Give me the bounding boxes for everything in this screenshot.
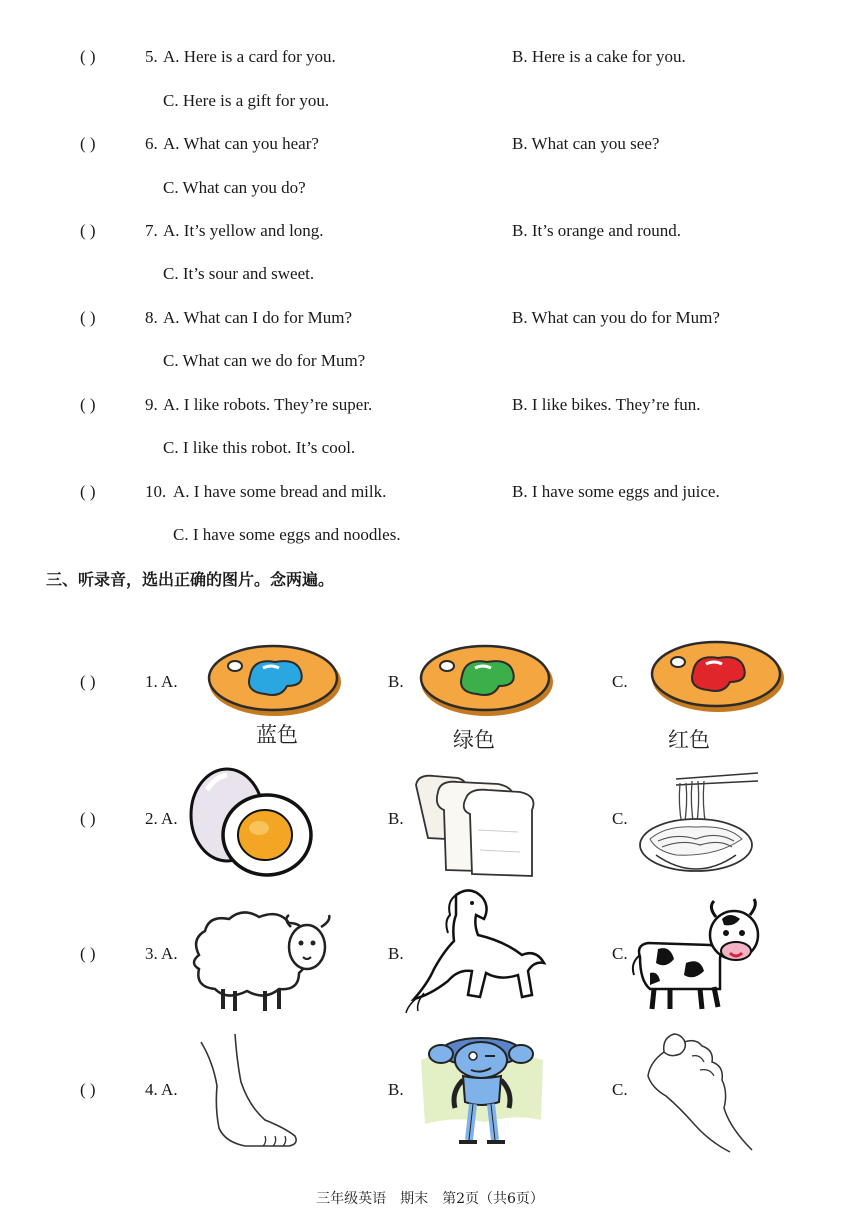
option-a: A. I have some bread and milk. xyxy=(173,482,387,501)
option-c: C. Here is a gift for you. xyxy=(163,91,330,110)
blue-palette-icon[interactable] xyxy=(205,640,345,720)
option-b: B. I have some eggs and juice. xyxy=(512,482,720,501)
monster-icon[interactable] xyxy=(415,1030,550,1150)
answer-blank[interactable]: ( ) xyxy=(80,944,96,963)
answer-blank[interactable]: ( ) xyxy=(80,134,96,153)
answer-blank[interactable]: ( ) xyxy=(80,809,96,828)
option-a: A. What can you hear? xyxy=(163,134,319,153)
question-number: 9. xyxy=(145,395,158,414)
question-number: 3. A. xyxy=(145,944,178,963)
noodles-icon[interactable] xyxy=(636,765,761,880)
option-c: C. What can you do? xyxy=(163,178,306,197)
option-b: B. What can you see? xyxy=(512,134,660,153)
green-palette-icon[interactable] xyxy=(417,640,557,720)
option-c-label: C. xyxy=(612,809,628,828)
option-b: B. I like bikes. They’re fun. xyxy=(512,395,701,414)
answer-blank[interactable]: ( ) xyxy=(80,672,96,691)
egg-icon[interactable] xyxy=(185,765,315,880)
question-number: 2. A. xyxy=(145,809,178,828)
question-number: 6. xyxy=(145,134,158,153)
option-b-label: B. xyxy=(388,809,404,828)
option-a: A. It’s yellow and long. xyxy=(163,221,324,240)
option-c-label: C. xyxy=(612,672,628,691)
caption-red: 红色 xyxy=(668,728,710,752)
option-a: A. Here is a card for you. xyxy=(163,47,336,66)
option-a: A. I like robots. They’re super. xyxy=(163,395,373,414)
red-palette-icon[interactable] xyxy=(648,636,788,716)
sheep-icon[interactable] xyxy=(187,905,337,1015)
option-b-label: B. xyxy=(388,944,404,963)
caption-green: 绿色 xyxy=(453,728,495,752)
option-c: C. I have some eggs and noodles. xyxy=(173,525,401,544)
question-number: 5. xyxy=(145,47,158,66)
option-c-label: C. xyxy=(612,944,628,963)
cow-icon[interactable] xyxy=(630,897,765,1017)
hand-icon[interactable] xyxy=(640,1032,765,1154)
option-b-label: B. xyxy=(388,672,404,691)
option-c: C. What can we do for Mum? xyxy=(163,351,366,370)
question-number: 7. xyxy=(145,221,158,240)
option-b-label: B. xyxy=(388,1080,404,1099)
page-footer: 三年级英语 期末 第2页（共6页） xyxy=(316,1191,544,1207)
question-number: 1. A. xyxy=(145,672,178,691)
bread-icon[interactable] xyxy=(408,770,543,880)
caption-blue: 蓝色 xyxy=(256,723,298,747)
question-number: 4. A. xyxy=(145,1080,178,1099)
horse-icon[interactable] xyxy=(404,885,549,1015)
option-b: B. What can you do for Mum? xyxy=(512,308,720,327)
answer-blank[interactable]: ( ) xyxy=(80,47,96,66)
answer-blank[interactable]: ( ) xyxy=(80,308,96,327)
foot-icon[interactable] xyxy=(195,1032,305,1152)
question-number: 8. xyxy=(145,308,158,327)
option-c: C. It’s sour and sweet. xyxy=(163,264,315,283)
option-c-label: C. xyxy=(612,1080,628,1099)
option-c: C. I like this robot. It’s cool. xyxy=(163,438,356,457)
answer-blank[interactable]: ( ) xyxy=(80,1080,96,1099)
option-a: A. What can I do for Mum? xyxy=(163,308,352,327)
answer-blank[interactable]: ( ) xyxy=(80,482,96,501)
question-number: 10. xyxy=(145,482,167,501)
option-b: B. Here is a cake for you. xyxy=(512,47,686,66)
answer-blank[interactable]: ( ) xyxy=(80,395,96,414)
section-3-heading: 三、听录音，选出正确的图片。念两遍。 xyxy=(46,570,335,589)
answer-blank[interactable]: ( ) xyxy=(80,221,96,240)
option-b: B. It’s orange and round. xyxy=(512,221,682,240)
